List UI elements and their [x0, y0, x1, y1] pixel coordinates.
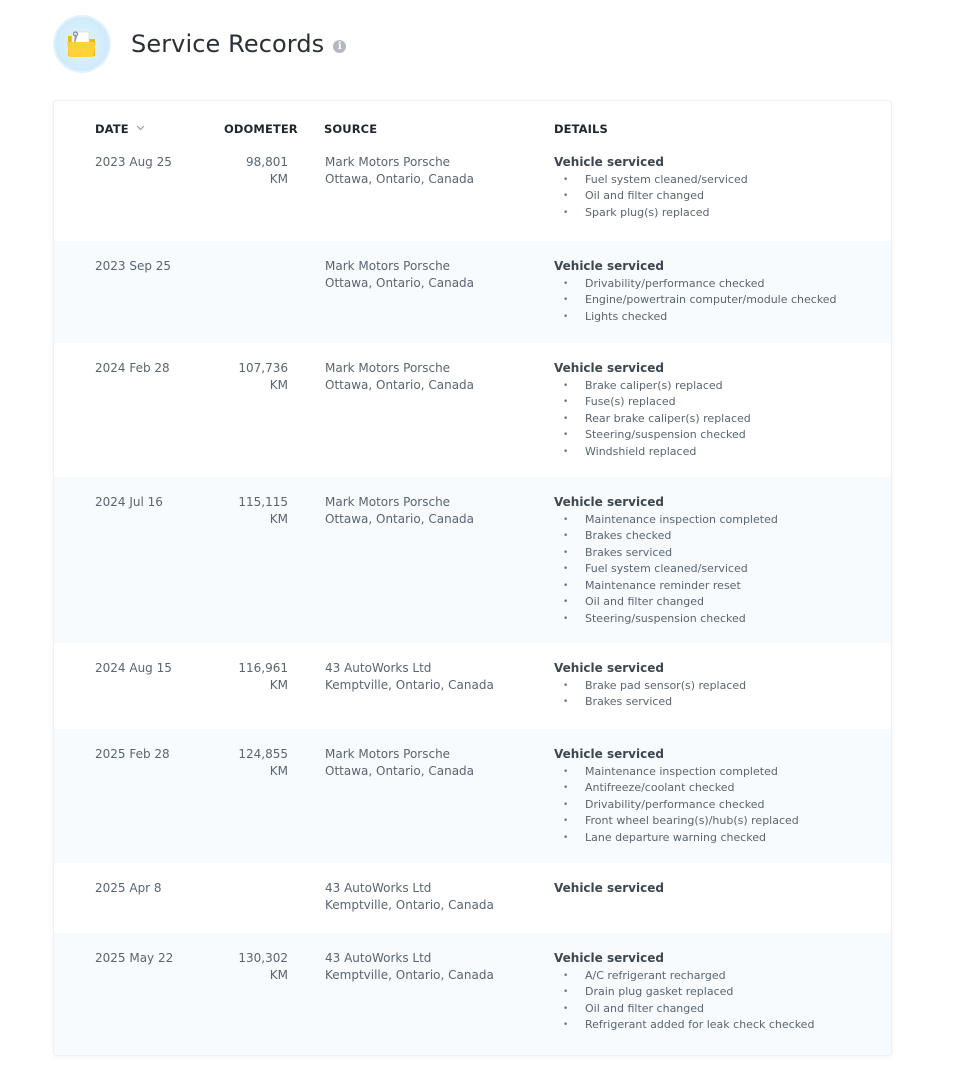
detail-item: • Rear brake caliper(s) replaced — [554, 411, 884, 428]
detail-list — [554, 378, 884, 461]
detail-item: • Oil and filter changed — [554, 594, 884, 611]
detail-list — [554, 512, 884, 628]
detail-list — [554, 276, 884, 326]
row-date: 2025 Apr 8 — [95, 881, 162, 895]
row-source — [325, 950, 535, 983]
detail-title: Vehicle serviced — [554, 661, 664, 675]
source-location: Ottawa, Ontario, Canada — [325, 763, 475, 778]
row-odometer: 98,801 KM — [246, 155, 288, 186]
detail-item: • Drivability/performance checked — [554, 797, 884, 814]
row-details — [554, 154, 884, 221]
detail-title: Vehicle serviced — [554, 951, 664, 965]
row-source — [325, 154, 535, 187]
page-title: Service Records — [131, 30, 325, 58]
table-row — [54, 343, 891, 477]
row-odometer: 130,302 KM — [238, 951, 288, 982]
detail-item: • Fuel system cleaned/serviced — [554, 561, 884, 578]
table-row — [54, 933, 891, 1055]
detail-item: • Drain plug gasket replaced — [554, 984, 884, 1001]
row-date: 2023 Aug 25 — [95, 155, 172, 169]
row-details — [554, 494, 884, 627]
table-row — [54, 863, 891, 933]
row-date: 2024 Jul 16 — [95, 495, 163, 509]
source-location: Kemptville, Ontario, Canada — [325, 677, 494, 692]
detail-list — [554, 172, 884, 222]
column-header-source: SOURCE — [324, 122, 378, 136]
row-details — [554, 746, 884, 846]
detail-item: • Oil and filter changed — [554, 1001, 884, 1018]
detail-item: • Antifreeze/coolant checked — [554, 780, 884, 797]
detail-item: • Engine/powertrain computer/module checked — [554, 292, 884, 309]
table-row — [54, 145, 891, 241]
row-date: 2025 May 22 — [95, 951, 174, 965]
detail-item: • Drivability/performance checked — [554, 276, 884, 293]
row-source — [325, 258, 535, 291]
source-location: Ottawa, Ontario, Canada — [325, 511, 475, 526]
source-location: Ottawa, Ontario, Canada — [325, 171, 475, 186]
detail-item: • Steering/suspension checked — [554, 427, 884, 444]
row-odometer: 116,961 KM — [238, 661, 288, 692]
detail-item: • Fuel system cleaned/serviced — [554, 172, 884, 189]
detail-item: • A/C refrigerant recharged — [554, 968, 884, 985]
row-date: 2025 Feb 28 — [95, 747, 170, 761]
row-source — [325, 360, 535, 393]
detail-title: Vehicle serviced — [554, 881, 664, 895]
row-details — [554, 258, 884, 325]
chevron-down-icon — [136, 125, 145, 131]
source-name: Mark Motors Porsche — [325, 259, 451, 273]
detail-item: • Lights checked — [554, 309, 884, 326]
row-source — [325, 746, 535, 779]
detail-item: • Brakes serviced — [554, 545, 884, 562]
table-header — [54, 101, 891, 145]
service-records-table — [53, 100, 892, 1056]
page-header — [55, 16, 346, 72]
row-source — [325, 660, 535, 693]
column-header-odometer: ODOMETER — [224, 122, 298, 136]
column-header-details: DETAILS — [554, 122, 608, 136]
source-name: Mark Motors Porsche — [325, 495, 451, 509]
source-name: 43 AutoWorks Ltd — [325, 881, 432, 895]
detail-item: • Windshield replaced — [554, 444, 884, 461]
row-date: 2023 Sep 25 — [95, 259, 172, 273]
row-source — [325, 494, 535, 527]
source-name: Mark Motors Porsche — [325, 747, 451, 761]
detail-item: • Brake caliper(s) replaced — [554, 378, 884, 395]
source-location: Kemptville, Ontario, Canada — [325, 897, 494, 912]
detail-item: • Brake pad sensor(s) replaced — [554, 678, 884, 695]
source-name: 43 AutoWorks Ltd — [325, 951, 432, 965]
detail-item: • Steering/suspension checked — [554, 611, 884, 628]
table-row — [54, 643, 891, 729]
row-source — [325, 880, 535, 913]
row-odometer: 107,736 KM — [238, 361, 288, 392]
source-name: Mark Motors Porsche — [325, 155, 451, 169]
detail-list — [554, 764, 884, 847]
table-row — [54, 729, 891, 863]
detail-item: • Maintenance inspection completed — [554, 764, 884, 781]
detail-item: • Refrigerant added for leak check checked — [554, 1017, 884, 1034]
detail-title: Vehicle serviced — [554, 747, 664, 761]
detail-item: • Oil and filter changed — [554, 188, 884, 205]
source-location: Ottawa, Ontario, Canada — [325, 377, 475, 392]
row-details — [554, 660, 884, 711]
detail-item: • Front wheel bearing(s)/hub(s) replaced — [554, 813, 884, 830]
detail-item: • Brakes checked — [554, 528, 884, 545]
row-date: 2024 Feb 28 — [95, 361, 170, 375]
table-row — [54, 477, 891, 643]
detail-title: Vehicle serviced — [554, 361, 664, 375]
row-details — [554, 880, 884, 897]
detail-title: Vehicle serviced — [554, 495, 664, 509]
row-details — [554, 950, 884, 1034]
row-details — [554, 360, 884, 460]
row-date: 2024 Aug 15 — [95, 661, 172, 675]
detail-title: Vehicle serviced — [554, 155, 664, 169]
detail-item: • Maintenance reminder reset — [554, 578, 884, 595]
detail-list — [554, 678, 884, 711]
row-odometer: 115,115 KM — [238, 495, 288, 526]
detail-title: Vehicle serviced — [554, 259, 664, 273]
source-name: 43 AutoWorks Ltd — [325, 661, 432, 675]
info-icon[interactable]: i — [333, 40, 346, 53]
source-location: Ottawa, Ontario, Canada — [325, 275, 475, 290]
detail-item: • Brakes serviced — [554, 694, 884, 711]
detail-item: • Maintenance inspection completed — [554, 512, 884, 529]
table-row — [54, 241, 891, 343]
source-name: Mark Motors Porsche — [325, 361, 451, 375]
column-header-date[interactable]: DATE — [95, 122, 145, 136]
detail-item: • Lane departure warning checked — [554, 830, 884, 847]
source-location: Kemptville, Ontario, Canada — [325, 967, 494, 982]
detail-list — [554, 968, 884, 1034]
row-odometer: 124,855 KM — [238, 747, 288, 778]
folder-wrench-icon — [55, 17, 109, 71]
detail-item: • Fuse(s) replaced — [554, 394, 884, 411]
detail-item: • Spark plug(s) replaced — [554, 205, 884, 222]
